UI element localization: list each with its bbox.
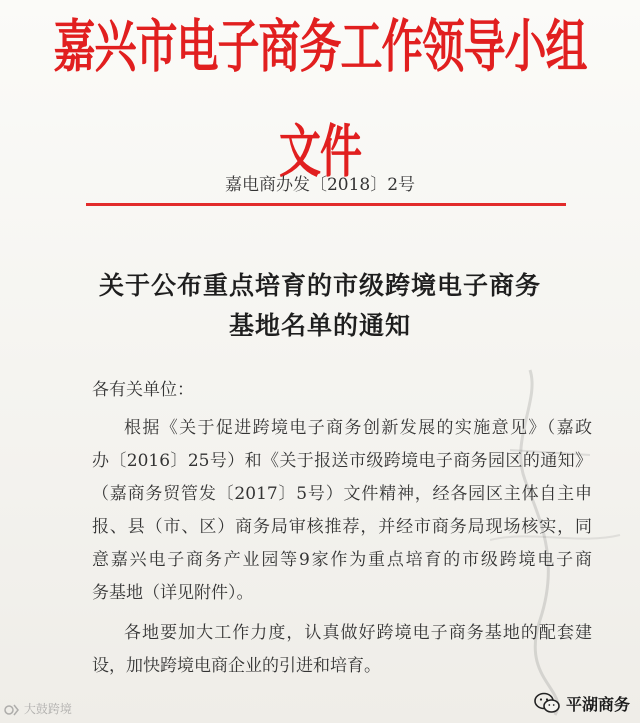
- salutation: 各有关单位：: [92, 380, 194, 400]
- document-number: 嘉电商办发〔2018〕2号: [224, 175, 416, 195]
- watermark-left-text: 大鼓跨境: [23, 702, 72, 716]
- document-title-line-1: 关于公布重点培育的市级跨境电子商务: [98, 271, 541, 300]
- red-divider: [86, 203, 566, 206]
- body-line-4: 报、县（市、区）商务局审核推荐，并经市商务局现场核实，同: [92, 517, 592, 537]
- document-header: 嘉兴市电子商务工作领导小组文件: [53, 13, 587, 185]
- wechat-icon: [534, 692, 560, 714]
- body-line-7: 各地要加大工作力度，认真做好跨境电子商务基地的配套建: [124, 623, 592, 643]
- body-line-6: 务基地（详见附件）。: [92, 583, 254, 603]
- body-line-2: 办〔2016〕25号）和《关于报送市级跨境电子商务园区的通知》: [92, 451, 592, 471]
- body-line-3: （嘉商务贸管发〔2017〕5号）文件精神，经各园区主体自主申: [92, 484, 592, 504]
- watermark-logo-icon: [4, 703, 20, 717]
- brand-watermark: [534, 690, 630, 716]
- body-line-8: 设，加快跨境电商企业的引进和培育。: [92, 656, 381, 676]
- document-title-line-2: 基地名单的通知: [228, 311, 411, 340]
- body-line-5: 意嘉兴电子商务产业园等9家作为重点培育的市级跨境电子商: [92, 550, 592, 570]
- brand-text: 平湖商务: [565, 694, 630, 714]
- body-line-1: 根据《关于促进跨境电子商务创新发展的实施意见》（嘉政: [124, 418, 592, 438]
- watermark-left: [4, 700, 72, 717]
